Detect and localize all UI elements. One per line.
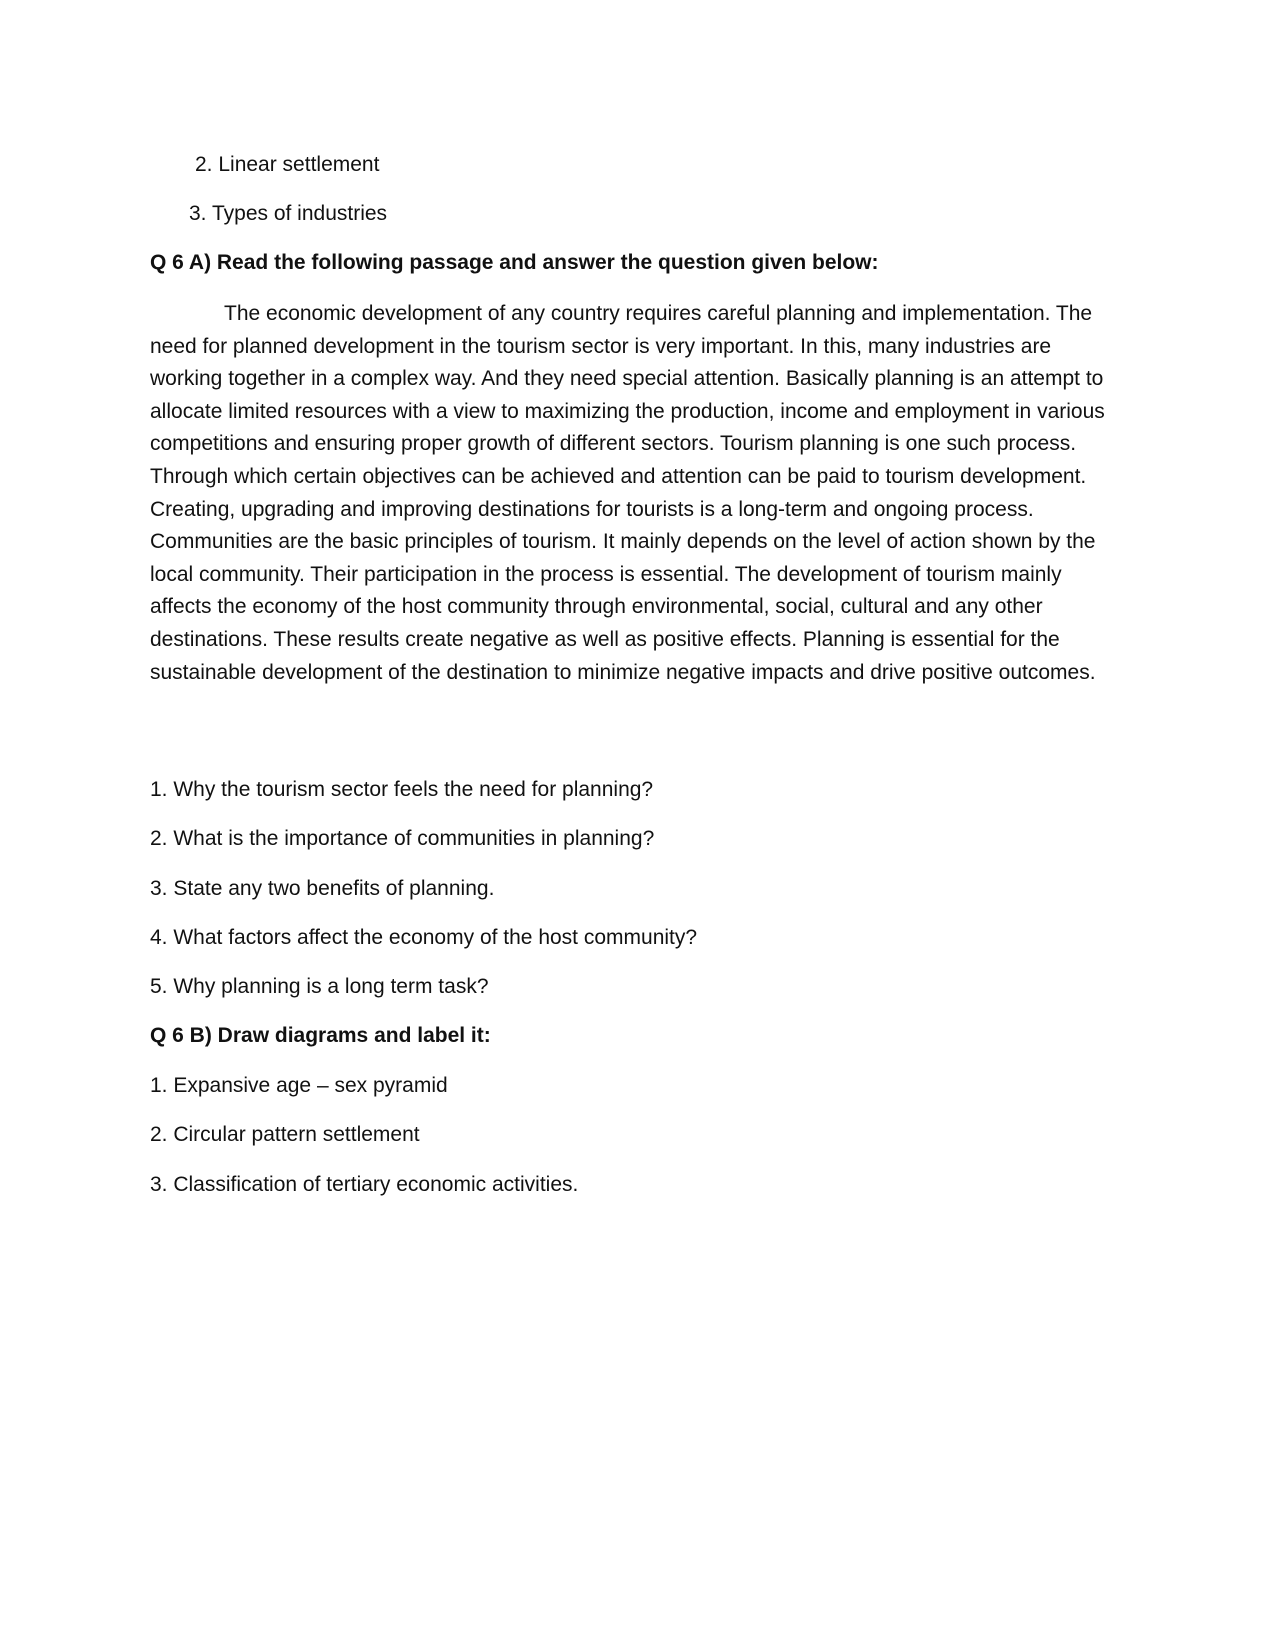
question-item: 2. What is the importance of communities in planning? — [150, 827, 655, 850]
question-item: 4. What factors affect the economy of the host community? — [150, 926, 698, 949]
question-item: 3. State any two benefits of planning. — [150, 877, 495, 900]
diagram-item: 3. Classification of tertiary economic activities. — [150, 1173, 579, 1196]
question-item: 1. Why the tourism sector feels the need for planning? — [150, 778, 654, 801]
list-item: 3. Types of industries — [189, 202, 388, 225]
diagram-item: 1. Expansive age – sex pyramid — [150, 1074, 448, 1097]
list-item: 2. Linear settlement — [195, 153, 380, 176]
question-item: 5. Why planning is a long term task? — [150, 975, 489, 998]
section-heading-q6a: Q 6 A) Read the following passage and answer the question given below: — [150, 251, 879, 274]
section-heading-q6b: Q 6 B) Draw diagrams and label it: — [150, 1024, 491, 1047]
diagram-item: 2. Circular pattern settlement — [150, 1123, 420, 1146]
passage-paragraph: The economic development of any country requires careful planning and implementation. The need for planned development in the tourism sector is very important. In this, many industries are working together in a complex way. And they need special attention. Basically planning is an attempt to allocate limited resources with a view to maximizing the production, income and employment in various competitions and ensuring proper growth of different sectors. Tourism planning is one such process. Through which certain objectives can be achieved and attention can be paid to tourism development. Creating, upgrading and improving destinations for tourists is a long-term and ongoing process. Communities are the basic principles of tourism. It mainly depends on the level of action shown by the local community. Their participation in the process is essential. The development of tourism mainly affects the economy of the host community through environmental, social, cultural and any other destinations. These results create negative as well as positive effects. Planning is essential for the sustainable development of the destination to minimize negative impacts and drive positive outcomes. — [150, 302, 1105, 684]
